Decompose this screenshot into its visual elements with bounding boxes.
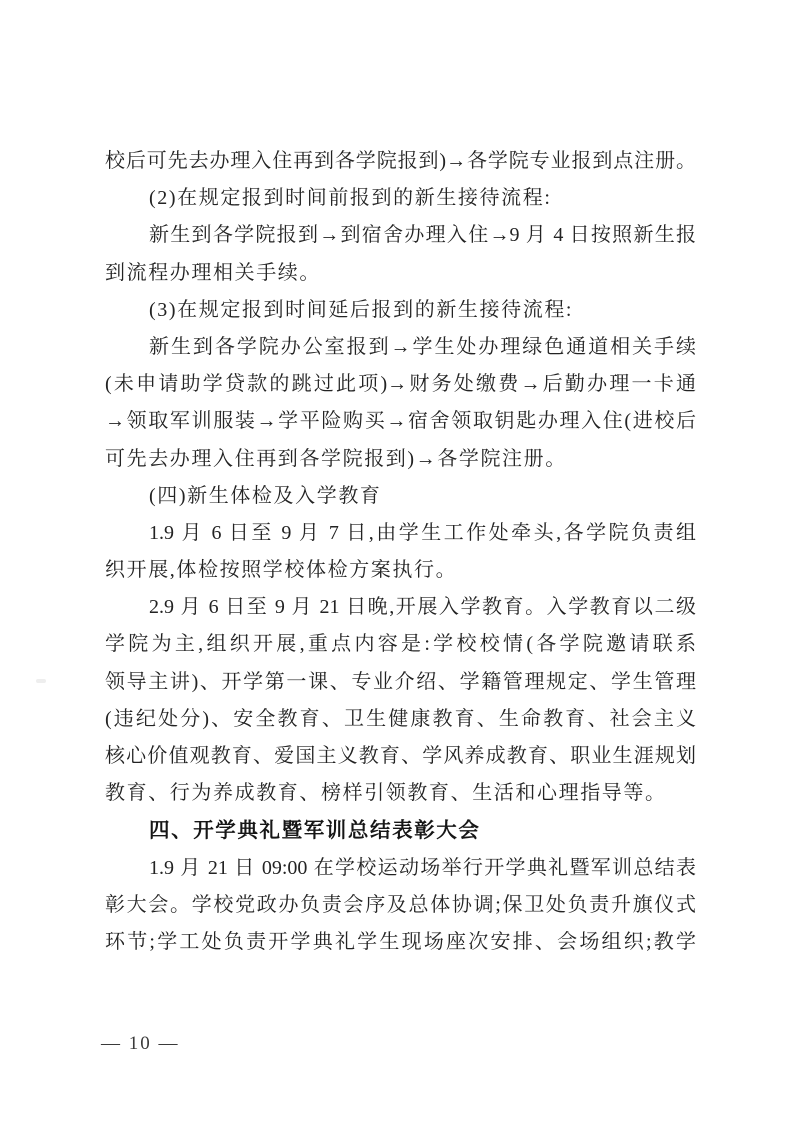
text-line: 到流程办理相关手续。 — [105, 261, 321, 284]
text-line: (未申请助学贷款的跳过此项)→财务处缴费→后勤办理一卡通 — [105, 373, 696, 396]
text-line: 1.9 月 6 日至 9 月 7 日,由学生工作处牵头,各学院负责组 — [149, 521, 696, 544]
text-line: (四)新生体检及入学教育 — [149, 484, 382, 507]
text-line: 环节;学工处负责开学典礼学生现场座次安排、会场组织;教学 — [105, 930, 696, 953]
text-line: 校后可先去办理入住再到各学院报到)→各学院专业报到点注册。 — [105, 150, 696, 172]
text-line: (违纪处分)、安全教育、卫生健康教育、生命教育、社会主义 — [105, 707, 696, 730]
document-text-block — [105, 143, 696, 961]
text-line: 领导主讲)、开学第一课、专业介绍、学籍管理规定、学生管理 — [105, 670, 696, 693]
text-line: 织开展,体检按照学校体检方案执行。 — [105, 559, 458, 582]
page-number: — 10 — — [101, 1033, 180, 1054]
text-line: 1.9 月 21 日 09:00 在学校运动场举行开学典礼暨军训总结表 — [149, 856, 696, 879]
text-line: 新生到各学院报到→到宿舍办理入住→9 月 4 日按照新生报 — [149, 224, 696, 247]
text-line: →领取军训服装→学平险购买→宿舍领取钥匙办理入住(进校后 — [105, 410, 696, 433]
text-line: 2.9 月 6 日至 9 月 21 日晚,开展入学教育。入学教育以二级 — [149, 596, 696, 619]
text-line: (3)在规定报到时间延后报到的新生接待流程: — [149, 298, 574, 321]
text-line: 彰大会。学校党政办负责会序及总体协调;保卫处负责升旗仪式 — [105, 893, 696, 916]
scan-artifact-mark — [36, 679, 46, 683]
text-line: 核心价值观教育、爱国主义教育、学风养成教育、职业生涯规划 — [105, 745, 696, 767]
text-line: 可先去办理入住再到各学院报到)→各学院注册。 — [105, 447, 567, 470]
text-line: 学院为主,组织开展,重点内容是:学校校情(各学院邀请联系 — [105, 633, 696, 656]
text-line: (2)在规定报到时间前报到的新生接待流程: — [149, 187, 552, 210]
section-heading: 四、开学典礼暨军训总结表彰大会 — [149, 819, 481, 843]
text-line: 教育、行为养成教育、榜样引领教育、生活和心理指导等。 — [105, 782, 667, 805]
text-line: 新生到各学院办公室报到→学生处办理绿色通道相关手续 — [149, 335, 696, 358]
